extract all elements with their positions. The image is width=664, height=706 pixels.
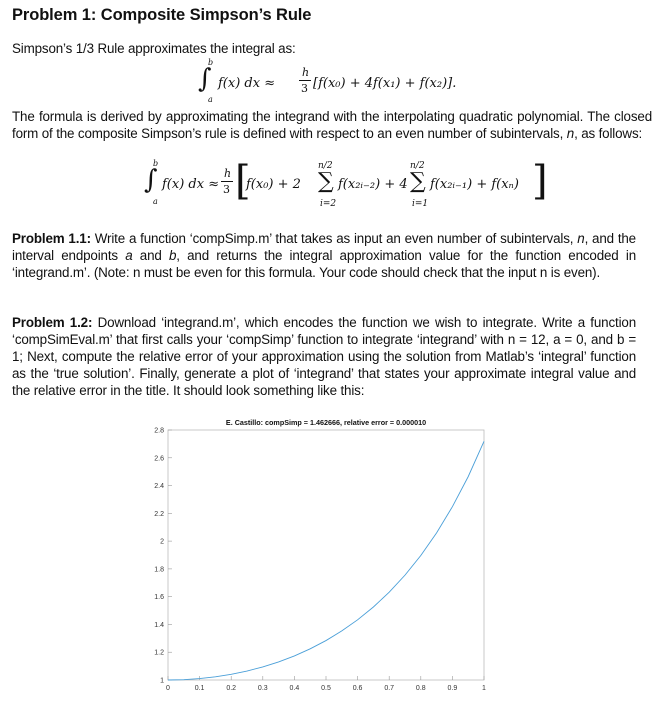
eq2-sum2-upper: n/2 [410,161,425,171]
eq2-upper-limit: b [153,159,159,168]
problem-1-2-label: Problem 1.2: [12,315,93,330]
problem-1-2-paragraph [12,314,636,399]
p11-text-b: , and the interval endpoints [12,231,636,263]
eq2-integrand: f(x) dx ≈ [162,177,220,192]
y-tick-label: 1.4 [154,621,164,629]
eq1-three: 3 [301,82,308,95]
eq2-left-bracket: [ [235,158,251,204]
eq1-lower-limit: a [208,95,213,104]
derivation-paragraph [12,108,652,142]
eq1-h: h [302,66,310,79]
eq1-upper-limit: b [208,58,214,67]
y-tick-label: 2.2 [154,510,164,518]
eq2-sum1-sign: ∑ [318,169,334,194]
y-tick-label: 2 [160,538,164,546]
y-tick-label: 2.4 [154,483,164,491]
x-tick-label: 0.5 [321,685,331,692]
x-tick-label: 0.9 [447,685,458,692]
para1-text-a: The formula is derived by approximating the integrand with the interpolating quadratic polynomial. The closed form of the composite Simpson’s rule is defined with respect to an even number of subintervals, [12,109,652,141]
eq2-term0: f(x₀) + 2 [246,177,301,192]
p11-text-a: Write a function ‘compSimp.m’ that takes as input an even number of subintervals, [90,231,578,246]
eq2-sum1-lower: i=2 [320,199,337,209]
x-tick-label: 0.6 [352,685,363,692]
eq2-sum2-sign: ∑ [410,169,426,194]
para1-text-b: , as follows: [574,126,643,141]
eq2-sum2-lower: i=1 [412,199,429,209]
x-tick-label: 0.8 [415,685,426,692]
y-tick-label: 1.6 [154,594,164,602]
eq1-rhs: [f(x₀) + 4f(x₁) + f(x₂)]. [313,76,457,91]
chart-title: E. Castillo: compSimp = 1.462666, relative error = 0.000010 [225,418,427,427]
x-tick-label: 0.7 [384,685,395,692]
eq2-right-bracket: ] [532,158,548,204]
problem-1-1-label: Problem 1.1: [12,231,91,246]
p11-n: n [577,231,585,246]
eq2-lower-limit: a [153,197,158,206]
y-tick-label: 2.6 [154,455,164,463]
intro-text: Simpson’s 1/3 Rule approximates the integral as: [12,41,296,56]
x-tick-label: 1 [482,685,486,692]
para1-n: n [566,126,575,141]
document-page [12,0,652,398]
p11-text-c: and [132,248,169,263]
eq1-integrand: f(x) dx ≈ [218,76,276,91]
p12-text: Download ‘integrand.m’, which encodes the function we wish to integrate. Write a function ‘compSimEval.m’ that first calls your ‘compSimp’ function to integrate ‘integrand’ with n = 12, a = 0, and b = 1; Next, compute the relative error of your approximation using the solution from Matlab’s ‘integral’ function as the ‘true solution’. Finally, generate a plot of ‘integrand’ that states your approximate integral value and the relative error in the title. It should look something like this: [12,315,636,398]
x-tick-label: 0.4 [289,685,300,692]
plot-axes-box [168,430,484,680]
eq2-fraction-bar [221,181,233,182]
composite-simpson-equation [140,157,548,217]
y-tick-label: 2.8 [154,427,164,435]
y-tick-label: 1 [160,677,164,685]
eq2-three: 3 [223,183,230,196]
eq2-integral-sign: ∫ [144,165,158,195]
eq2-sum1-upper: n/2 [318,161,333,171]
y-tick-label: 1.2 [154,649,164,657]
eq1-fraction-bar [299,80,311,81]
eq2-sum2-body: f(x₂ᵢ₋₁) + f(xₙ) [430,177,519,192]
eq1-integral-sign: ∫ [198,64,212,94]
x-tick-label: 0 [166,685,170,692]
integrand-plot [138,410,498,700]
problem-title: Problem 1: Composite Simpson’s Rule [12,6,312,24]
simpson-rule-equation [192,58,492,106]
p11-a: a [125,248,133,263]
eq2-sum1-body: f(x₂ᵢ₋₂) + 4 [338,177,408,192]
y-tick-label: 1.8 [154,566,164,574]
x-tick-label: 0.1 [194,685,205,692]
problem-1-1-paragraph [12,230,636,281]
p11-text-d: , and returns the integral approximation value for the function encoded in ‘integrand.m’. (Note: n must be even for this formula. Your code should check that the input n is even). [12,248,636,280]
x-tick-label: 0.3 [257,685,268,692]
p11-b: b [168,248,177,263]
eq2-h: h [224,167,232,180]
x-tick-label: 0.2 [226,685,237,692]
